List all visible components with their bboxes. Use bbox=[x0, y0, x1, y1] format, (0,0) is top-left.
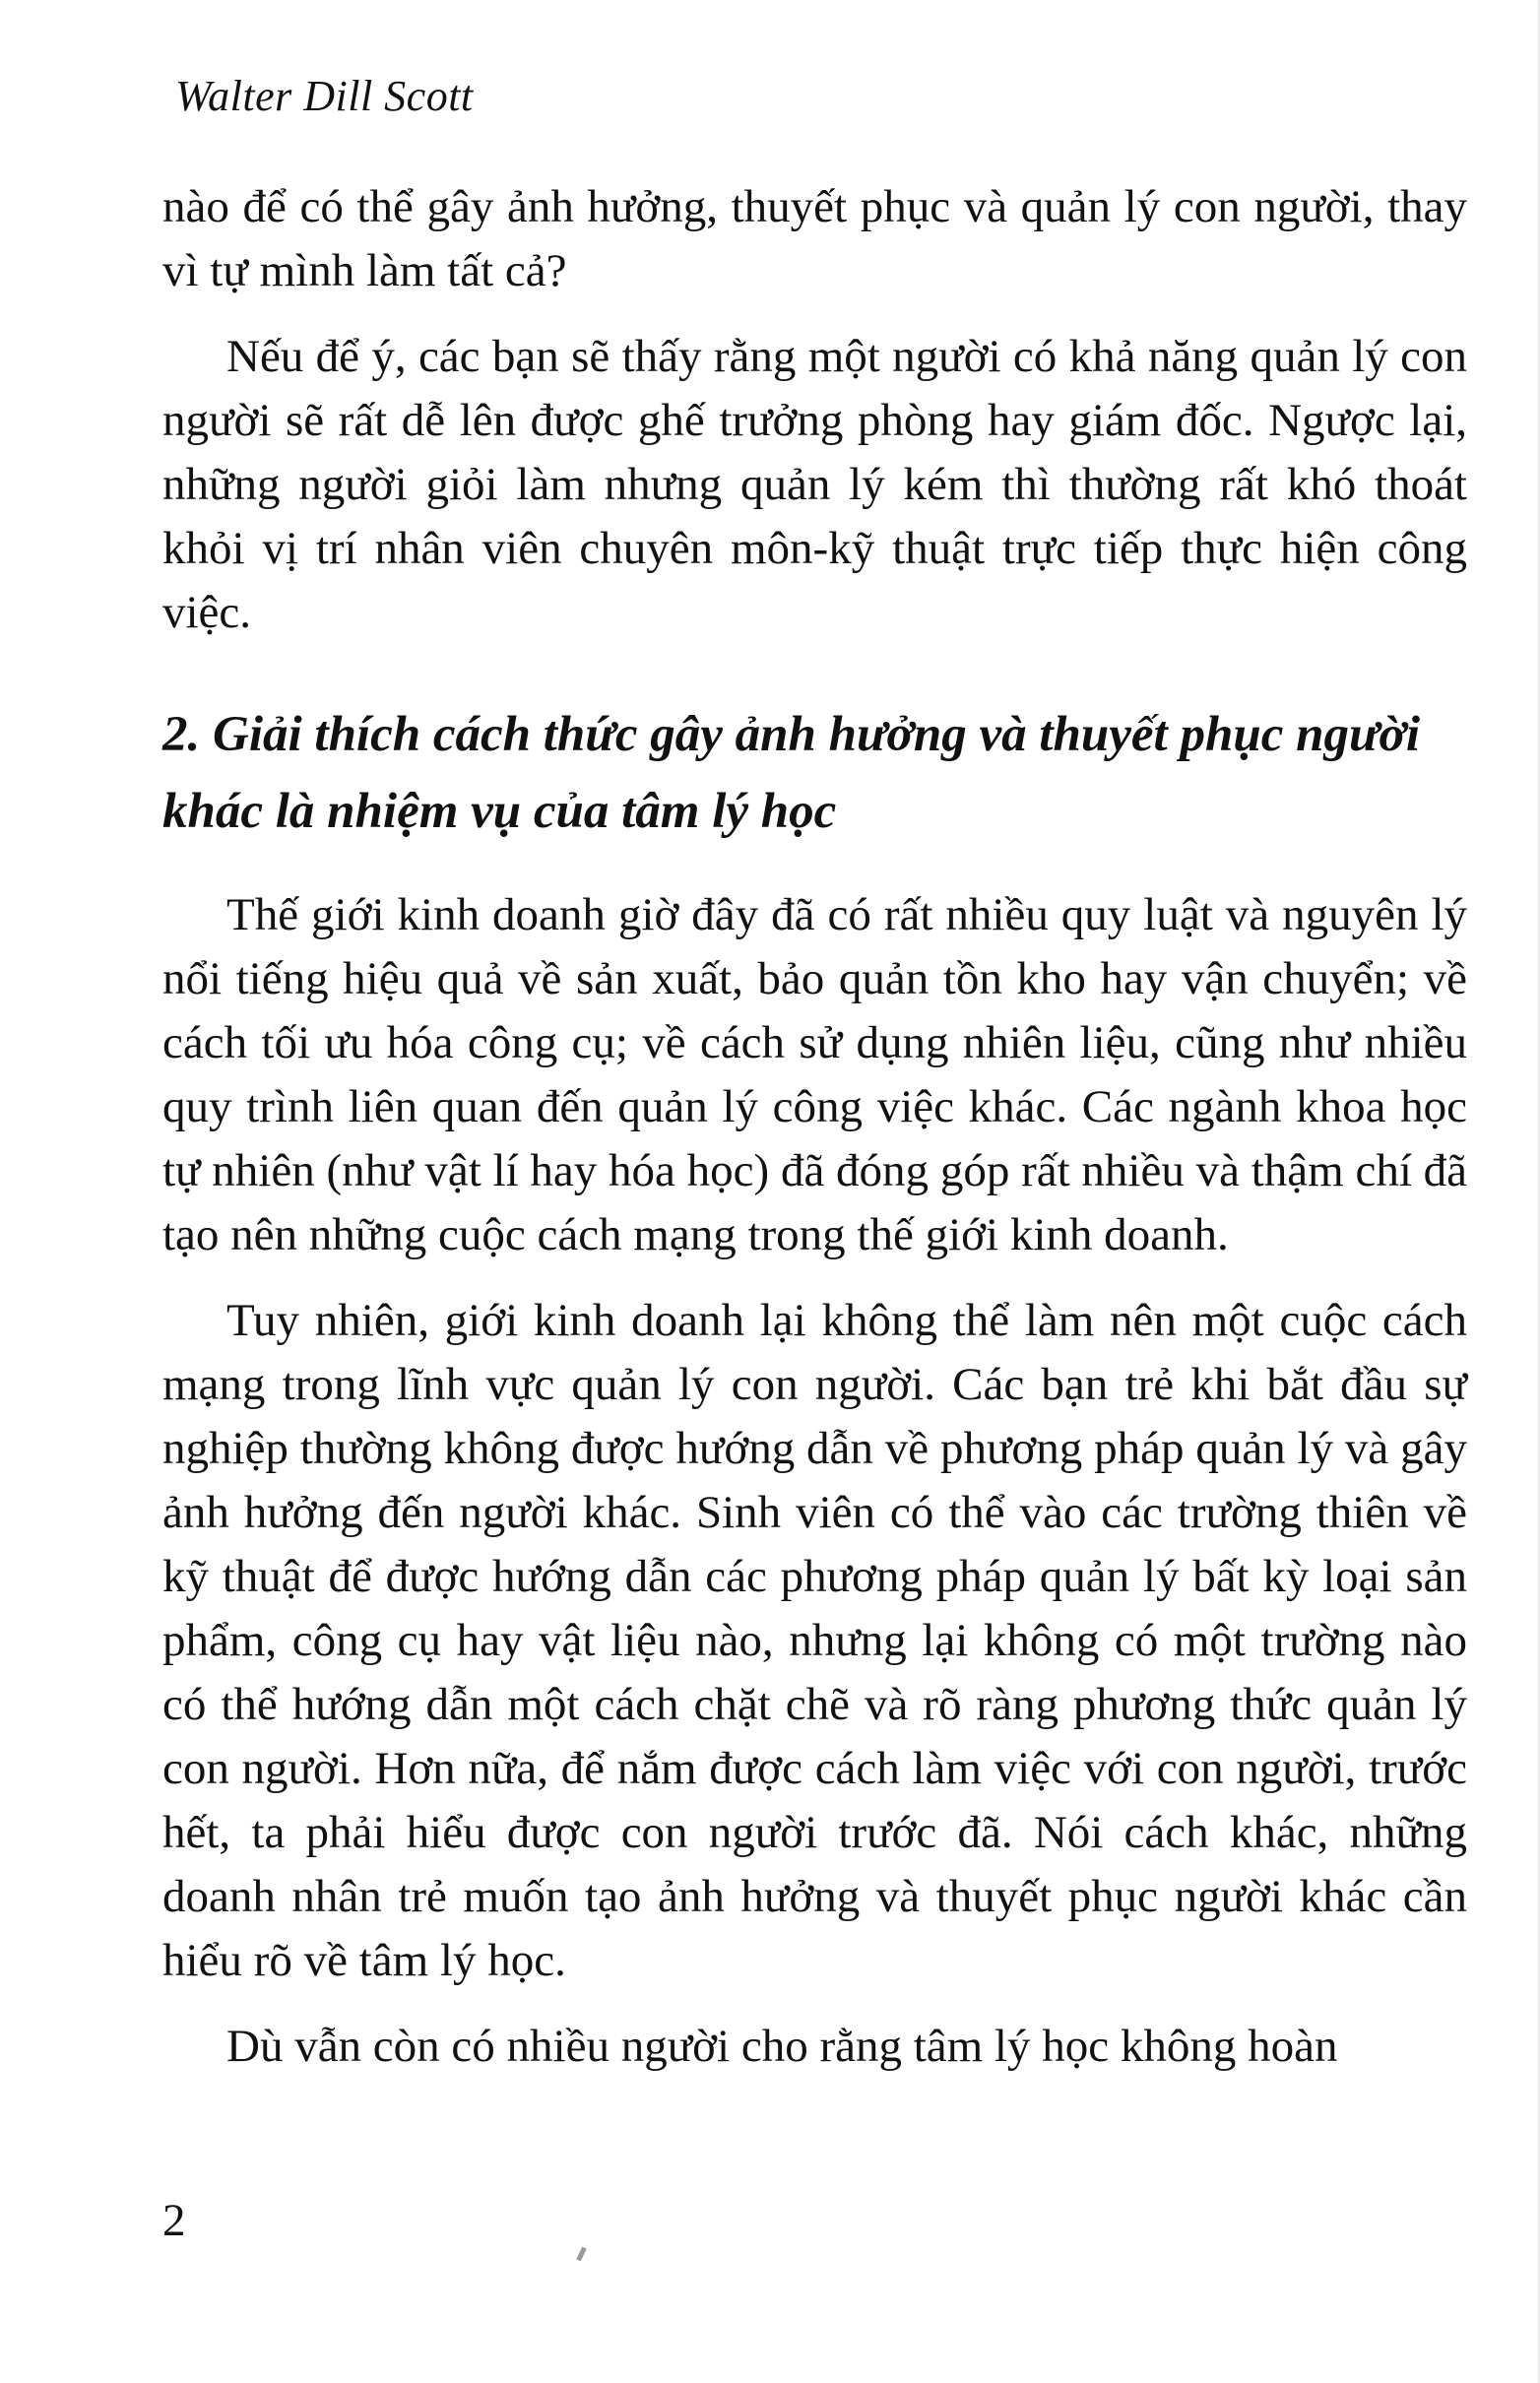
page-body bbox=[162, 175, 1467, 2079]
paragraph-managing-people: Tuy nhiên, giới kinh doanh lại không thể làm nên một cuộc cách mạng trong lĩnh vực quản lý con người. Các bạn trẻ khi bắt đầu sự nghiệp thường không được hướng dẫn về phương pháp quản lý và gây ảnh hưởng đến người khác. Sinh viên có thể vào các trường thiên về kỹ thuật để được hướng dẫn các phương pháp quản lý bất kỳ loại sản phẩm, công cụ hay vật liệu nào, nhưng lại không có một trường nào có thể hướng dẫn một cách chặt chẽ và rõ ràng phương thức quản lý con người. Hơn nữa, để nắm được cách làm việc với con người, trước hết, ta phải hiểu được con người trước đã. Nói cách khác, những doanh nhân trẻ muốn tạo ảnh hưởng và thuyết phục người khác cần hiểu rõ về tâm lý học. bbox=[162, 1295, 1467, 1986]
page-number: 2 bbox=[162, 2195, 186, 2246]
paragraph-management-ability: Nếu để ý, các bạn sẽ thấy rằng một người có khả năng quản lý con người sẽ rất dễ lên được ghế trưởng phòng hay giám đốc. Ngược lại, những người giỏi làm nhưng quản lý kém thì thường rất khó thoát khỏi vị trí nhân viên chuyên môn-kỹ thuật trực tiếp thực hiện công việc. bbox=[162, 331, 1467, 638]
paragraph-business-principles: Thế giới kinh doanh giờ đây đã có rất nhiều quy luật và nguyên lý nổi tiếng hiệu quả về sản xuất, bảo quản tồn kho hay vận chuyển; về cách tối ưu hóa công cụ; về cách sử dụng nhiên liệu, cũng như nhiều quy trình liên quan đến quản lý công việc khác. Các ngành khoa học tự nhiên (như vật lí hay hóa học) đã đóng góp rất nhiều và thậm chí đã tạo nên những cuộc cách mạng trong thế giới kinh doanh. bbox=[162, 889, 1467, 1260]
scan-speck bbox=[576, 2247, 586, 2262]
section-heading: 2. Giải thích cách thức gây ảnh hưởng và thuyết phục người khác là nhiệm vụ của tâm lý học bbox=[162, 707, 1421, 839]
paragraph-psychology-continued: Dù vẫn còn có nhiều người cho rằng tâm lý học không hoàn bbox=[226, 2021, 1338, 2072]
scan-edge-shadow bbox=[1536, 0, 1540, 2383]
running-header-author: Walter Dill Scott bbox=[175, 72, 474, 120]
paragraph-continued: nào để có thể gây ảnh hưởng, thuyết phục và quản lý con người, thay vì tự mình làm tất cả? bbox=[162, 181, 1467, 296]
